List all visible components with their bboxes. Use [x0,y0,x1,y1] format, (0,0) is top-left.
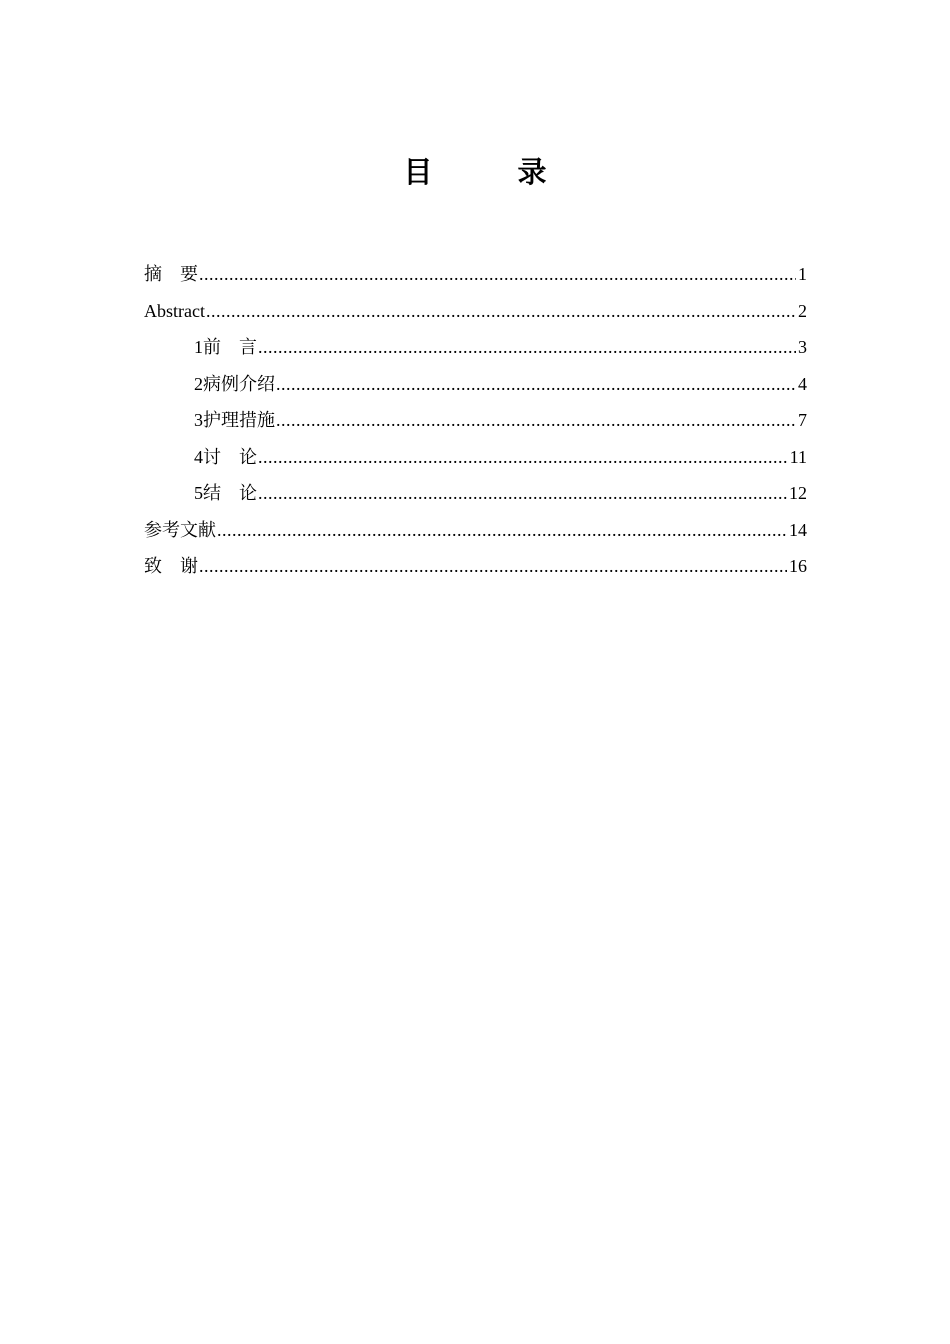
toc-dot-leader [276,402,796,439]
toc-entry-label: 病例介绍 [203,373,275,394]
toc-entry-label: Abstract [144,300,205,321]
toc-entry-page: 16 [789,556,807,576]
toc-dot-leader [206,293,796,330]
toc-entry-label: 摘 要 [144,264,198,284]
toc-entry-case[interactable] [144,366,807,403]
toc-entry-label: 结 论 [203,483,257,503]
toc-entry-page: 2 [798,300,807,321]
toc-dot-leader [258,439,788,476]
toc-entry-number: 5 [194,483,203,503]
toc-entry-nursing[interactable] [144,402,807,439]
toc-entry-label: 致 谢 [144,556,198,576]
toc-dot-leader [276,366,796,403]
toc-entry-label: 讨 论 [203,446,257,467]
toc-entry-page: 4 [798,373,807,394]
table-of-contents [144,256,807,585]
toc-entry-number: 2 [194,373,203,394]
toc-entry-label: 参考文献 [144,519,216,540]
toc-entry-abstract-en[interactable] [144,293,807,330]
toc-entry-page: 7 [798,410,807,430]
toc-entry-page: 14 [789,519,807,540]
toc-entry-conclusion[interactable] [144,475,807,512]
toc-entry-label: 护理措施 [203,410,275,430]
toc-entry-number: 4 [194,446,203,467]
toc-entry-discussion[interactable] [144,439,807,476]
toc-entry-abstract-cn[interactable] [144,256,807,293]
toc-entry-page: 1 [798,264,807,284]
page-title: 目 录 [403,155,575,189]
toc-entry-acknowledgements[interactable] [144,548,807,585]
toc-entry-preface[interactable] [144,329,807,366]
toc-dot-leader [258,475,787,512]
toc-entry-page: 3 [798,337,807,357]
toc-dot-leader [199,256,796,293]
toc-dot-leader [258,329,796,366]
toc-entry-label: 前 言 [203,337,257,357]
toc-entry-references[interactable] [144,512,807,549]
toc-entry-page: 11 [789,446,807,467]
toc-entry-number: 3 [194,410,203,430]
toc-entry-number: 1 [194,337,203,357]
toc-dot-leader [217,512,787,549]
toc-dot-leader [199,548,787,585]
toc-entry-page: 12 [789,483,807,503]
